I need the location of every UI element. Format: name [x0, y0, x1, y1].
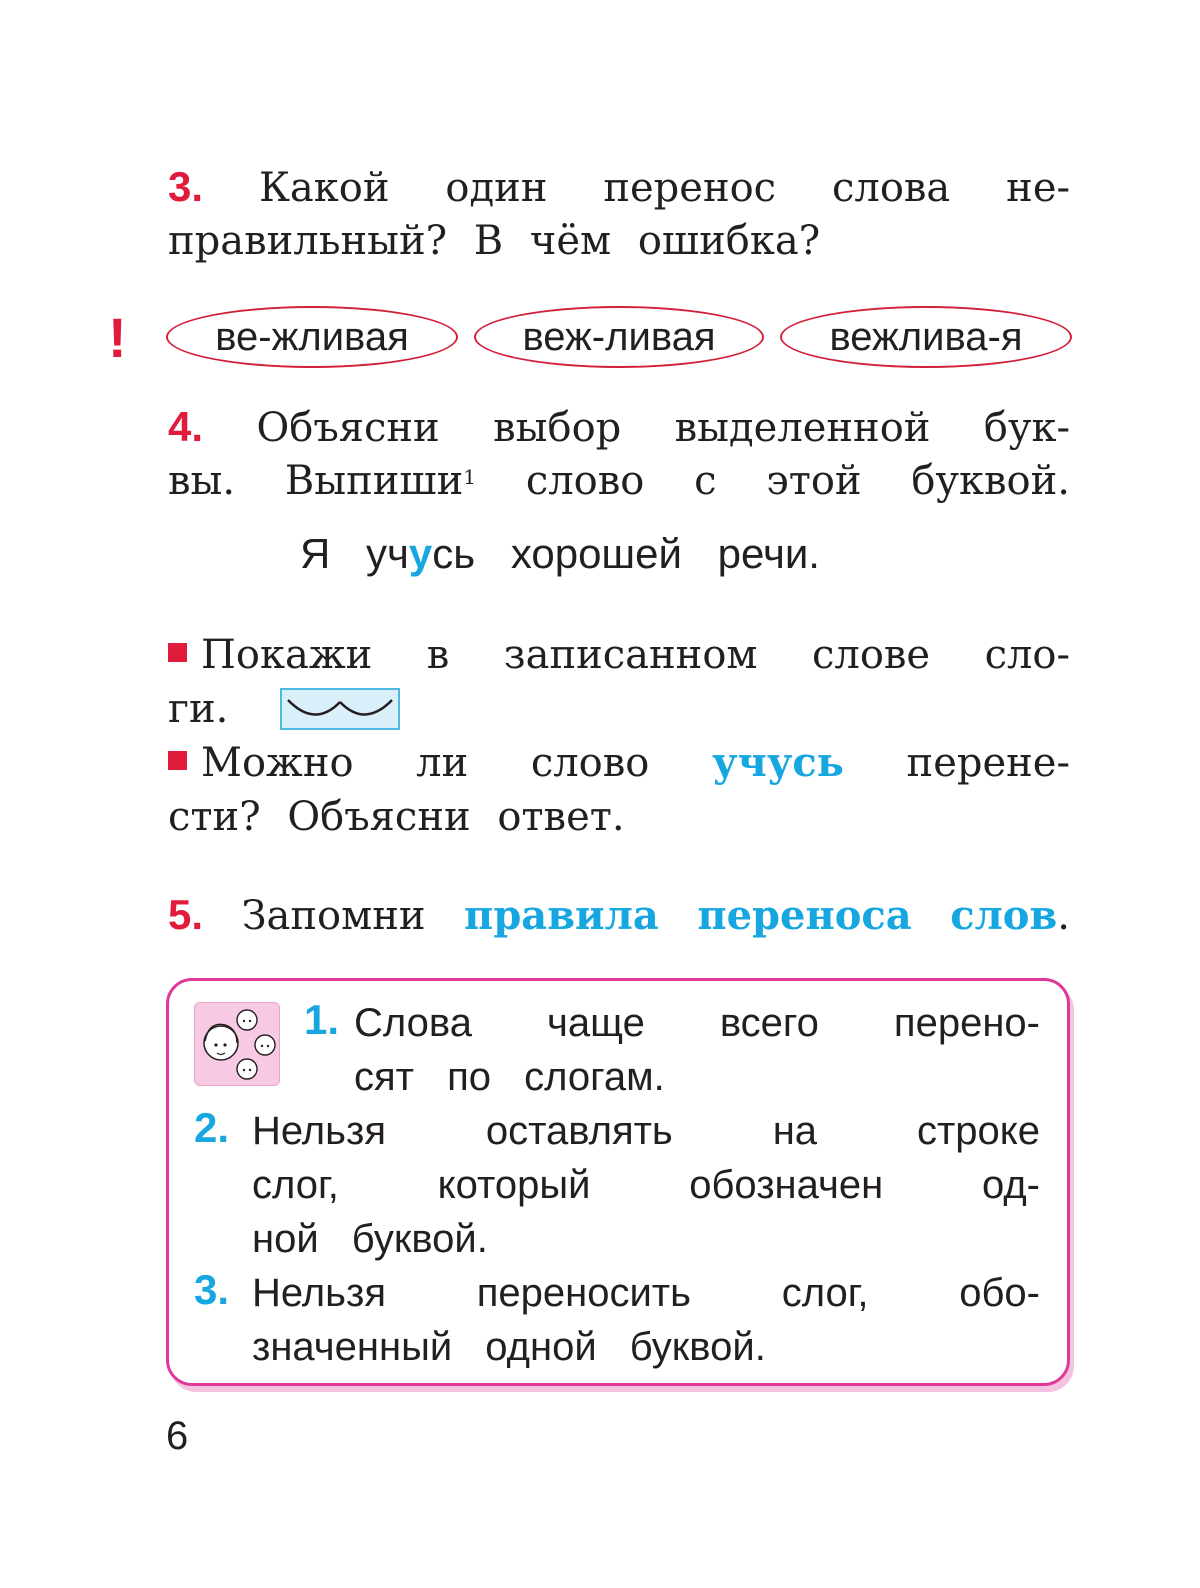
word: Покажи — [201, 632, 373, 678]
word: в — [426, 632, 450, 678]
bullet1-line1 — [168, 628, 1070, 682]
task-number: 3. — [168, 163, 204, 210]
rule-line: сят по слогам. — [354, 1055, 665, 1099]
word: слове — [812, 632, 931, 678]
punctuation: . — [1057, 893, 1070, 939]
exclamation-icon: ! — [108, 306, 127, 369]
word-part: сь — [432, 530, 476, 577]
task5-line — [168, 888, 1070, 943]
word: речи. — [717, 530, 820, 577]
word: сло- — [984, 632, 1071, 678]
word: бук- — [983, 405, 1071, 451]
word: перене- — [906, 740, 1070, 786]
word-part: уч — [366, 530, 409, 577]
hyphenation-option[interactable]: ве-жливая — [166, 306, 458, 368]
syllable-arcs-svg — [282, 690, 398, 728]
word: ли — [416, 740, 469, 786]
rule-number: 2. — [194, 1104, 230, 1151]
word-text: Выпиши — [284, 458, 464, 504]
word: слово — [525, 458, 645, 504]
word: выделенной — [674, 405, 931, 451]
highlighted-word: правила — [464, 892, 659, 939]
word: Можно — [201, 740, 354, 786]
word — [950, 893, 1070, 939]
rule-number: 1. — [304, 996, 340, 1043]
rule-line: значенный одной буквой. — [252, 1325, 766, 1369]
rule-line: ной буквой. — [252, 1217, 488, 1261]
hyphenation-option[interactable]: веж-ливая — [474, 306, 764, 368]
word: Объясни — [256, 405, 440, 451]
rule-line: Слова чаще всего перено- — [354, 1001, 1040, 1045]
footnote-mark: 1 — [463, 465, 477, 489]
word — [366, 530, 475, 577]
word: один — [445, 165, 548, 211]
highlighted-word: переноса — [697, 892, 912, 939]
bullet1-line2: ги. — [168, 686, 229, 732]
task-number: 5. — [168, 891, 204, 938]
word: Я — [300, 530, 331, 577]
task3-line1 — [168, 160, 1070, 215]
bullet2-line2: сти? Объясни ответ. — [168, 794, 625, 840]
rule-number: 3. — [194, 1266, 230, 1313]
word: перенос — [603, 165, 777, 211]
word: хорошей — [510, 530, 682, 577]
rule-line: слог, который обозначен од- — [252, 1163, 1040, 1207]
task4-line2 — [168, 454, 1070, 508]
rule-line: Нельзя оставлять на строке — [252, 1109, 1040, 1153]
bullet-marker — [168, 632, 372, 678]
hyphenation-option[interactable]: вежлива-я — [780, 306, 1072, 368]
square-bullet-icon — [168, 643, 187, 662]
word: Какой — [258, 165, 390, 211]
children-faces-svg — [195, 1003, 279, 1085]
word: вы. — [168, 458, 236, 504]
word: буквой. — [911, 458, 1070, 504]
bullet-marker — [168, 740, 354, 786]
highlighted-word: учусь — [711, 739, 844, 786]
word: этой — [766, 458, 862, 504]
task-number: 4. — [168, 403, 204, 450]
syllable-arcs-icon — [280, 688, 400, 730]
highlighted-letter: у — [408, 530, 433, 577]
highlighted-word: слов — [950, 892, 1058, 939]
word: не- — [1006, 165, 1071, 211]
square-bullet-icon — [168, 751, 187, 770]
word: с — [694, 458, 717, 504]
children-faces-icon — [194, 1002, 280, 1086]
rule-line: Нельзя переносить слог, обо- — [252, 1271, 1040, 1315]
bullet2-line1 — [168, 736, 1070, 790]
word: выбор — [493, 405, 622, 451]
word: записанном — [503, 632, 758, 678]
task3-line2: правильный? В чём ошибка? — [168, 218, 821, 264]
task4-line1 — [168, 400, 1070, 455]
example-sentence — [300, 530, 820, 578]
word — [285, 458, 476, 504]
word: слова — [832, 165, 951, 211]
word: Запомни — [241, 893, 426, 939]
word: слово — [530, 740, 650, 786]
page-number: 6 — [166, 1414, 189, 1458]
